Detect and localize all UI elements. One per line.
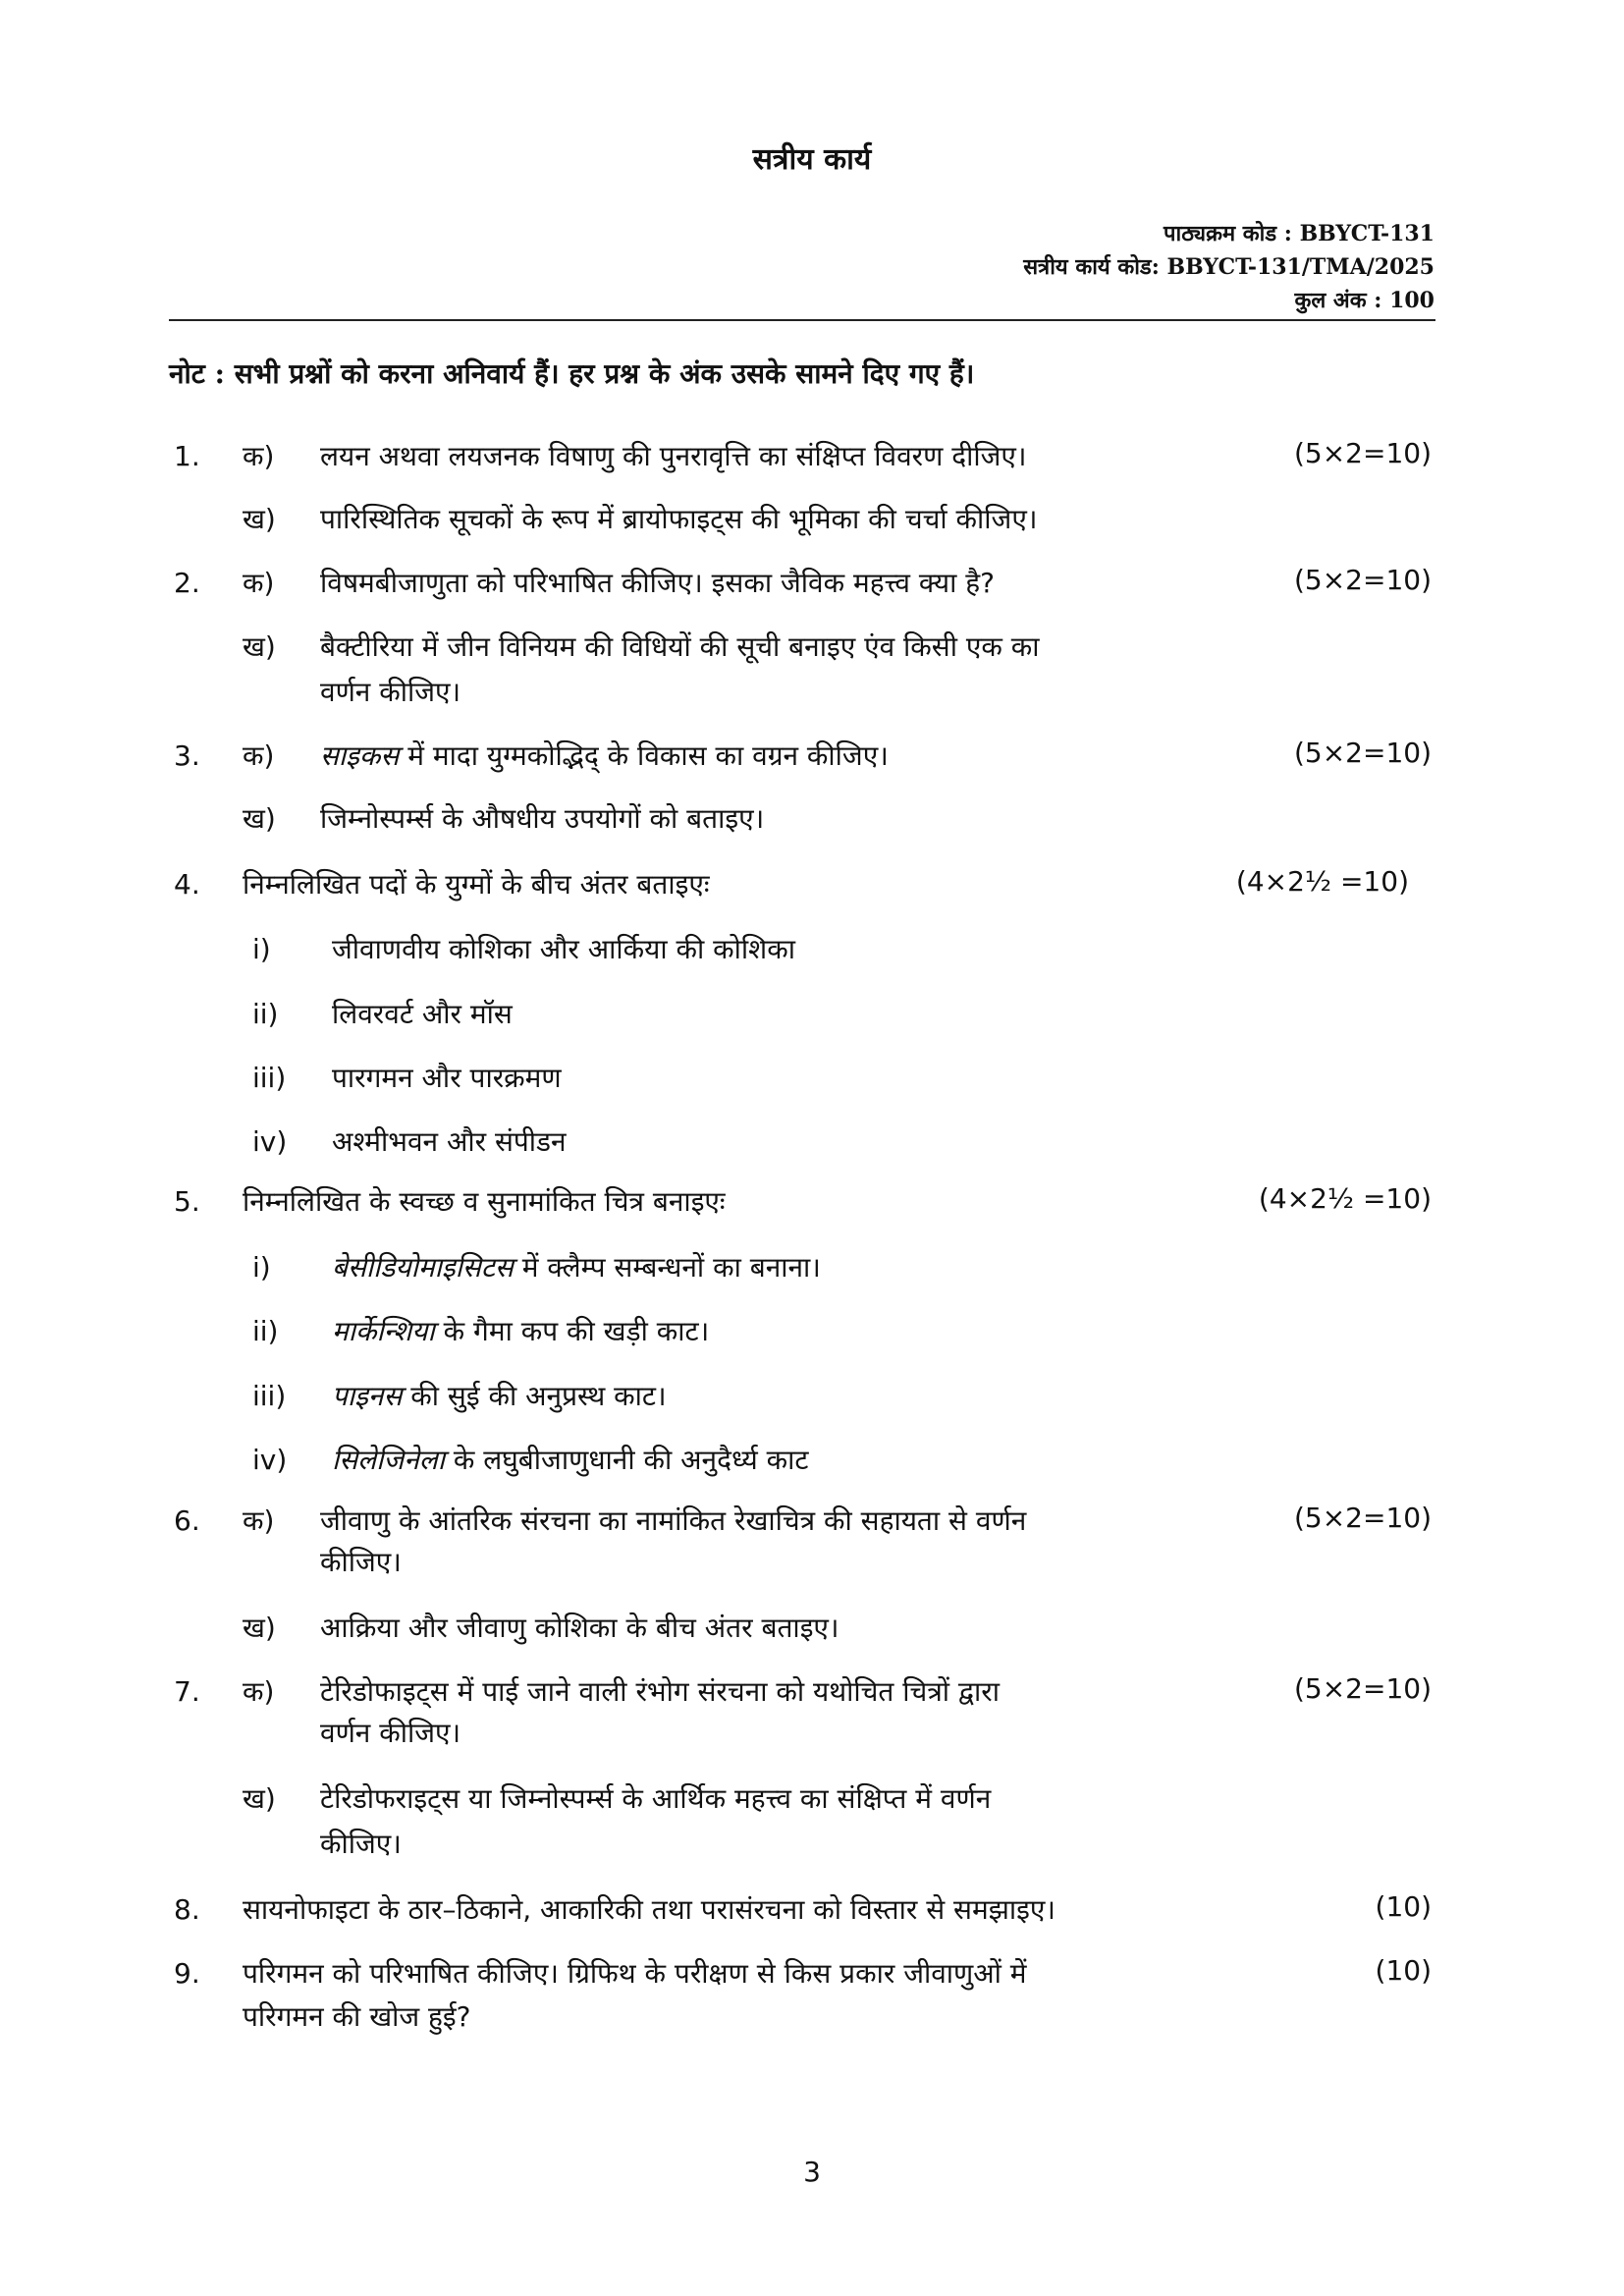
item-label: i) [252,933,271,965]
italic-term: पाइनस [332,1380,403,1412]
item-text: जीवाणवीय कोशिका और आर्किया की कोशिका [332,933,795,965]
question-text: कीजिए। [320,1828,402,1860]
question-text: वर्णन कीजिए। [320,676,461,708]
page-number: 3 [803,2156,821,2188]
question-number: 6. [174,1504,200,1537]
item-label: iii) [252,1380,287,1412]
item-label: ii) [252,1315,279,1347]
question-text: परिगमन को परिभाषित कीजिए। ग्रिफिथ के परीक्षण से किस प्रकार जीवाणुओं में [243,1957,1027,1990]
total-marks: कुल अंक : 100 [1294,288,1435,313]
question-marks: (5×2=10) [1293,737,1432,769]
question-number: 3. [174,739,200,772]
question-text: विषमबीजाणुता को परिभाषित कीजिए। इसका जैविक महत्त्व क्या है? [320,567,995,599]
question-number: 1. [174,440,200,472]
sub-label: ख) [243,630,276,663]
item-text: अश्मीभवन और संपीडन [332,1125,567,1158]
question-number: 2. [174,567,200,599]
header-divider [169,319,1435,321]
sub-label: ख) [243,1782,276,1815]
text-run: में क्लैम्प सम्बन्धनों का बनाना। [513,1251,821,1284]
question-text: निम्नलिखित के स्वच्छ व सुनामांकित चित्र बनाइएः [243,1185,726,1218]
item-label: iv) [252,1125,288,1158]
item-label: ii) [252,998,279,1030]
question-text: वर्णन कीजिए। [320,1717,461,1749]
italic-term: बेसीडियोमाइसिटस [332,1251,514,1284]
question-text: टेरिडोफराइट्स या जिम्नोस्पर्म्स के आर्थिक महत्त्व का संक्षिप्त में वर्णन [320,1782,992,1815]
question-text [320,739,889,773]
text-run: की सुई की अनुप्रस्थ काट। [402,1380,667,1412]
question-text: कीजिए। [320,1546,402,1578]
course-code: पाठ्यक्रम कोड : BBYCT-131 [1164,221,1435,246]
item-text: लिवरवर्ट और मॉस [332,998,513,1030]
question-text: निम्नलिखित पदों के युग्मों के बीच अंतर बताइएः [243,868,710,901]
question-text: लयन अथवा लयजनक विषाणु की पुनरावृत्ति का संक्षिप्त विवरण दीजिए। [320,440,1027,472]
item-label: i) [252,1251,271,1284]
italic-term: सिलेजिनेला [332,1444,445,1476]
item-text [332,1315,709,1348]
question-text: बैक्टीरिया में जीन विनियम की विधियों की सूची बनाइए एंव किसी एक का [320,630,1040,663]
question-text: टेरिडोफाइट्स में पाई जाने वाली रंभोग संरचना को यथोचित चित्रों द्वारा [320,1675,1000,1708]
question-marks: (5×2=10) [1293,437,1432,469]
sub-label: क) [243,1675,275,1708]
question-text: आक्रिया और जीवाणु कोशिका के बीच अंतर बताइए। [320,1612,839,1644]
question-number: 9. [174,1957,200,1990]
question-text: पारिस्थितिक सूचकों के रूप में ब्रायोफाइट्स की भूमिका की चर्चा कीजिए। [320,503,1038,535]
question-marks: (4×2½ =10) [1258,1182,1432,1215]
text-run: के लघुबीजाणुधानी की अनुदैर्ध्य काट [444,1444,809,1476]
question-marks: (5×2=10) [1293,1672,1432,1705]
question-number: 4. [174,868,200,901]
item-text [332,1380,667,1413]
question-number: 5. [174,1185,200,1218]
question-text: जिम्नोस्पर्म्स के औषधीय उपयोगों को बताइए। [320,802,765,835]
sub-label: ख) [243,503,276,535]
sub-label: क) [243,567,275,599]
italic-term: साइकस [320,739,400,772]
question-marks: (5×2=10) [1293,564,1432,596]
question-marks: (5×2=10) [1293,1502,1432,1534]
sub-label: क) [243,440,275,472]
sub-label: क) [243,1504,275,1537]
question-number: 8. [174,1893,200,1926]
question-marks: (4×2½ =10) [1235,865,1409,898]
question-marks: (10) [1375,1954,1432,1987]
question-text: परिगमन की खोज हुई? [243,2000,471,2033]
item-text [332,1444,808,1477]
question-marks: (10) [1375,1890,1432,1923]
question-number: 7. [174,1675,200,1708]
item-label: iv) [252,1444,288,1476]
item-text [332,1251,821,1285]
page-title: सत्रीय कार्य [752,142,872,177]
item-label: iii) [252,1062,287,1094]
item-text: पारगमन और पारक्रमण [332,1062,562,1094]
text-run: के गैमा कप की खड़ी काट। [434,1315,710,1347]
question-text: सायनोफाइटा के ठार–ठिकाने, आकारिकी तथा परासंरचना को विस्तार से समझाइए। [243,1893,1056,1926]
question-text: जीवाणु के आंतरिक संरचना का नामांकित रेखाचित्र की सहायता से वर्णन [320,1504,1027,1537]
instruction-note: नोट : सभी प्रश्नों को करना अनिवार्य हैं। हर प्रश्न के अंक उसके सामने दिए गए हैं। [169,357,975,390]
sub-label: ख) [243,1612,276,1644]
italic-term: मार्केन्शिया [332,1315,435,1347]
sub-label: ख) [243,802,276,835]
text-run: में मादा युग्मकोद्भिद् के विकास का वग्रन कीजिए। [399,739,889,772]
sub-label: क) [243,739,275,772]
assignment-code: सत्रीय कार्य कोड: BBYCT-131/TMA/2025 [1023,254,1435,280]
